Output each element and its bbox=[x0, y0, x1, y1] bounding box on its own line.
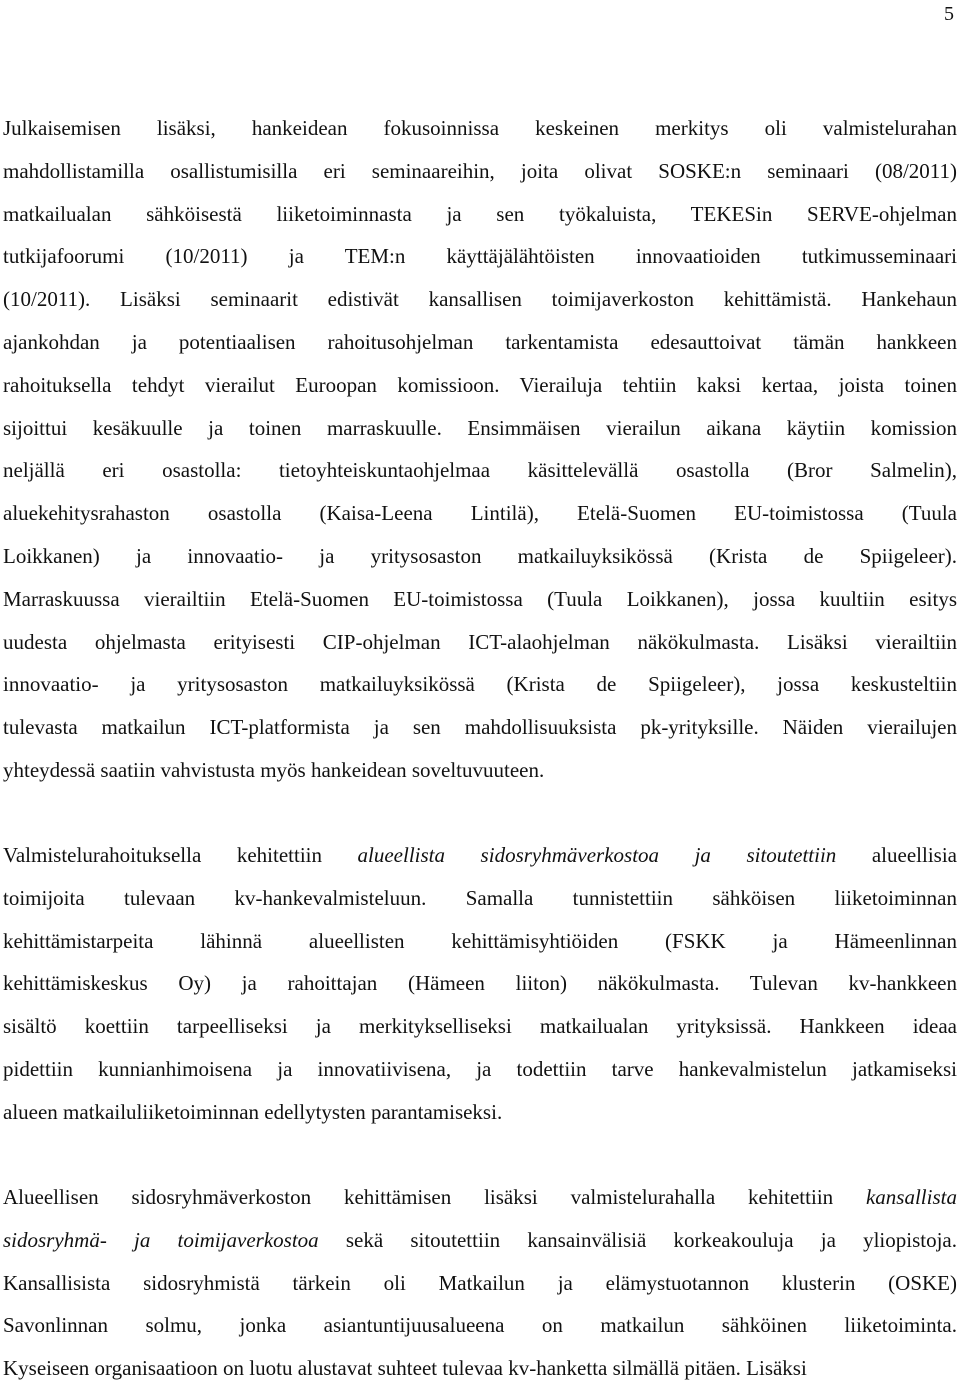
text-line bbox=[3, 578, 957, 621]
text-segment: tutkijafoorumi (10/2011) ja TEM:n käyttäjälähtöisten innovaatioiden tutkimusseminaari bbox=[3, 244, 957, 269]
text-segment: neljällä eri osastolla: tietoyhteiskuntaohjelmaa käsittelevällä osastolla (Bror Salmelin), bbox=[3, 458, 957, 483]
text-segment: alueellisia bbox=[836, 843, 957, 867]
text-segment: kehittämistarpeita lähinnä alueellisten kehittämisyhtiöiden (FSKK ja Hämeenlinnan bbox=[3, 928, 957, 953]
text-segment: matkailualan sähköisestä liiketoiminnasta ja sen työkaluista, TEKESin SERVE-ohjelman bbox=[3, 201, 957, 226]
text-segment: kehittämiskeskus Oy) ja rahoittajan (Hämeen liiton) näkökulmasta. Tulevan kv-hankkeen bbox=[3, 971, 957, 996]
text-line bbox=[3, 492, 957, 535]
text-line bbox=[3, 1219, 957, 1262]
paragraph-regional-network bbox=[3, 834, 957, 1134]
text-line bbox=[3, 1176, 957, 1219]
text-line bbox=[3, 1262, 957, 1305]
text-line bbox=[3, 749, 957, 792]
text-segment: Valmistelurahoituksella kehitettiin bbox=[3, 843, 358, 867]
text-segment: Julkaisemisen lisäksi, hankeidean fokusoinnissa keskeinen merkitys oli valmistelurahan bbox=[3, 116, 957, 140]
text-segment: rahoituksella tehdyt vierailut Euroopan komissioon. Vierailuja tehtiin kaksi kertaa, joista toinen bbox=[3, 372, 957, 397]
text-segment: innovaatio- ja yritysosaston matkailuyksikössä (Krista de Spiigeleer), jossa keskusteltiin bbox=[3, 672, 957, 697]
text-line bbox=[3, 1091, 957, 1134]
text-line bbox=[3, 535, 957, 578]
text-line bbox=[3, 834, 957, 877]
italic-emphasis: sidosryhmä- ja toimijaverkostoa bbox=[3, 1227, 319, 1252]
text-segment: Loikkanen) ja innovaatio- ja yritysosaston matkailuyksikössä (Krista de Spiigeleer). bbox=[3, 543, 957, 568]
text-line bbox=[3, 1048, 957, 1091]
text-line bbox=[3, 621, 957, 664]
text-line bbox=[3, 107, 957, 150]
text-line bbox=[3, 449, 957, 492]
text-line bbox=[3, 235, 957, 278]
text-line bbox=[3, 278, 957, 321]
text-line bbox=[3, 1005, 957, 1048]
text-line bbox=[3, 920, 957, 963]
text-segment: sisältö koettiin tarpeelliseksi ja merkitykselliseksi matkailualan yrityksissä. Hankkeen ideaa bbox=[3, 1014, 957, 1039]
text-line bbox=[3, 407, 957, 450]
text-line bbox=[3, 150, 957, 193]
text-segment: mahdollistamilla osallistumisilla eri seminaareihin, joita olivat SOSKE:n seminaari (08/2011) bbox=[3, 158, 957, 183]
italic-emphasis: alueellista sidosryhmäverkostoa ja sitoutettiin bbox=[357, 843, 837, 867]
text-segment: tulevasta matkailun ICT-platformista ja sen mahdollisuuksista pk-yrityksille. Näiden vierailujen bbox=[3, 715, 957, 740]
text-segment: Kansallisista sidosryhmistä tärkein oli Matkailun ja elämystuotannon klusterin (OSKE) bbox=[3, 1270, 957, 1295]
text-segment: alueen matkailuliiketoiminnan edellytysten parantamiseksi. bbox=[3, 1099, 503, 1124]
text-segment: ajankohdan ja potentiaalisen rahoitusohjelman tarkentamista edesauttoivat tämän hankkeen bbox=[3, 329, 957, 354]
paragraph-seminars-and-visits bbox=[3, 107, 957, 792]
text-segment: Marraskuussa vierailtiin Etelä-Suomen EU-toimistossa (Tuula Loikkanen), jossa kuultiin esitys bbox=[3, 586, 957, 611]
text-line bbox=[3, 321, 957, 364]
text-segment: Alueellisen sidosryhmäverkoston kehittämisen lisäksi valmistelurahalla kehitettiin bbox=[3, 1185, 866, 1209]
text-line bbox=[3, 877, 957, 920]
text-segment: yhteydessä saatiin vahvistusta myös hankeidean soveltuvuuteen. bbox=[3, 757, 545, 782]
text-line bbox=[3, 706, 957, 749]
text-segment: Savonlinnan solmu, jonka asiantuntijuusalueena on matkailun sähköinen liiketoiminta. bbox=[3, 1313, 957, 1338]
text-segment: aluekehitysrahaston osastolla (Kaisa-Leena Lintilä), Etelä-Suomen EU-toimistossa (Tuula bbox=[3, 501, 957, 526]
text-line bbox=[3, 364, 957, 407]
text-line bbox=[3, 193, 957, 236]
text-segment: sekä sitoutettiin kansainvälisiä korkeakouluja ja yliopistoja. bbox=[318, 1227, 957, 1252]
text-segment: toimijoita tulevaan kv-hankevalmisteluun. Samalla tunnistettiin sähköisen liiketoiminnan bbox=[3, 885, 957, 910]
text-line bbox=[3, 962, 957, 1005]
page-number: 5 bbox=[944, 3, 954, 25]
italic-emphasis: kansallista bbox=[865, 1185, 957, 1209]
paragraph-national-network bbox=[3, 1176, 957, 1390]
text-line bbox=[3, 663, 957, 706]
text-segment: pidettiin kunnianhimoisena ja innovatiivisena, ja todettiin tarve hankevalmistelun jatkamiseksi bbox=[3, 1056, 957, 1081]
text-segment: Kyseiseen organisaatioon on luotu alustavat suhteet tulevaa kv-hanketta silmällä pitäen. Lisäksi bbox=[3, 1356, 807, 1381]
text-segment: uudesta ohjelmasta erityisesti CIP-ohjelman ICT-alaohjelman näkökulmasta. Lisäksi vierailtiin bbox=[3, 629, 957, 654]
text-segment: sijoittui kesäkuulle ja toinen marraskuulle. Ensimmäisen vierailun aikana käytiin komission bbox=[3, 415, 957, 440]
text-segment: (10/2011). Lisäksi seminaarit edistivät kansallisen toimijaverkoston kehittämistä. Hankehaun bbox=[3, 287, 957, 312]
text-line bbox=[3, 1304, 957, 1347]
